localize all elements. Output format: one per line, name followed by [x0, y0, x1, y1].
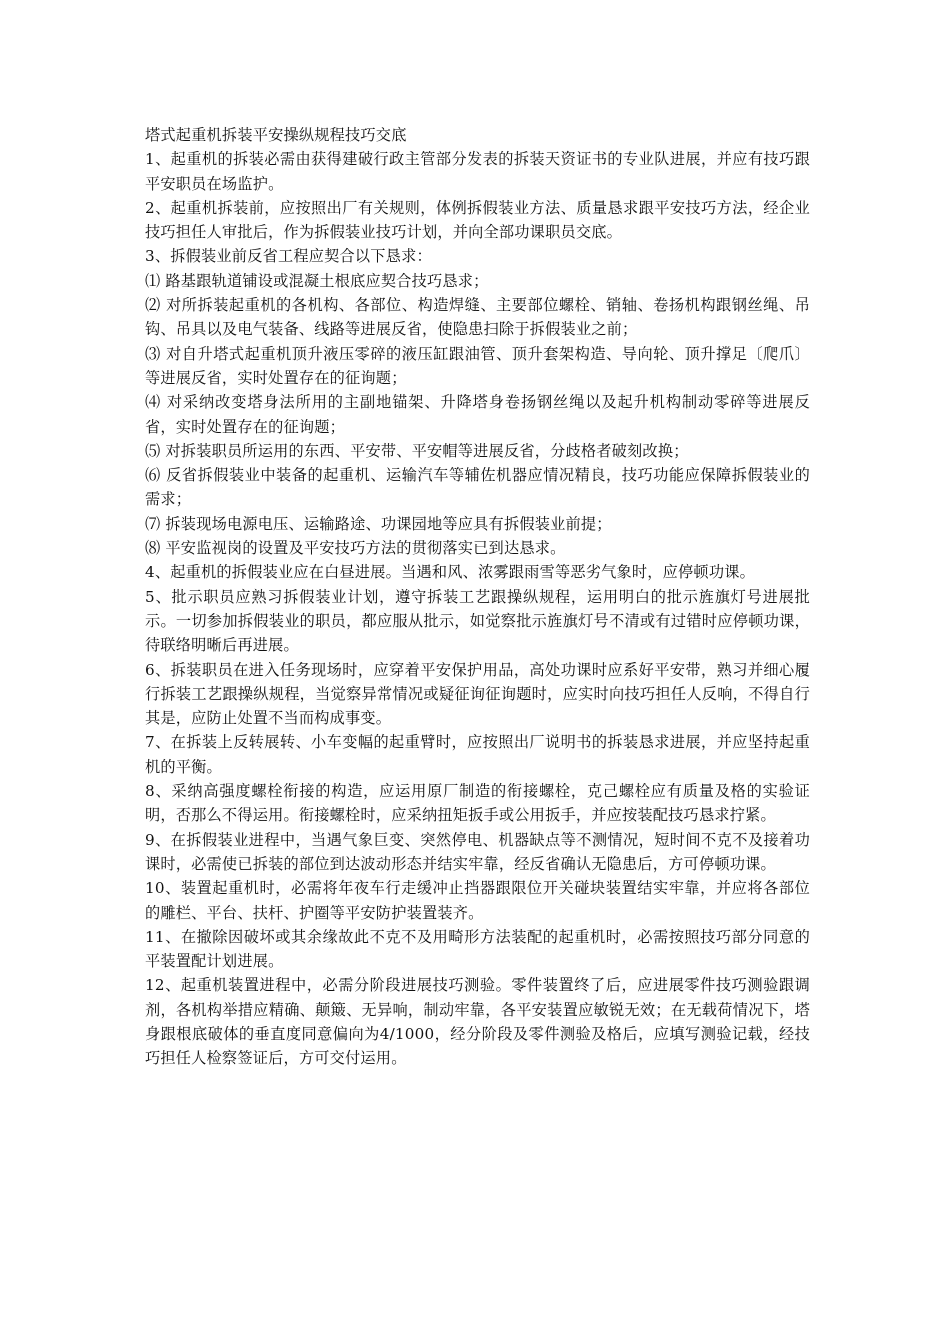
subitem-7: ⑺ 拆装现场电源电压、运输路途、功课园地等应具有拆假装业前提； [145, 514, 612, 533]
paragraph-1: 1、起重机的拆装必需由获得建破行政主管部分发表的拆装天资证书的专业队进展，并应有技巧跟平安职员在场监护。 [145, 150, 810, 193]
paragraph-7: 7、在拆装上反转展转、小车变幅的起重臂时，应按照出厂说明书的拆装恳求进展，并应坚持起重机的平衡。 [145, 733, 810, 776]
subitem-3: ⑶ 对自升塔式起重机顶升液压零碎的液压缸跟油管、顶升套架构造、导向轮、顶升撑足〔爬爪〕等进展反省，实时处置存在的征询题； [145, 344, 810, 387]
paragraph-9: 9、在拆假装业进程中，当遇气象巨变、突然停电、机器缺点等不测情况，短时间不克不及接着功课时，必需使已拆装的部位到达波动形态并结实牢靠，经反省确认无隐患后，方可停顿功课。 [145, 830, 810, 873]
subitem-8: ⑻ 平安监视岗的设置及平安技巧方法的贯彻落实已到达恳求。 [145, 539, 566, 558]
subitem-2: ⑵ 对所拆装起重机的各机构、各部位、构造焊缝、主要部位螺栓、销轴、卷扬机构跟钢丝绳、吊钩、吊具以及电气装备、线路等进展反省，使隐患扫除于拆假装业之前； [145, 296, 810, 339]
subitem-4: ⑷ 对采纳改变塔身法所用的主副地锚架、升降塔身卷扬钢丝绳以及起升机构制动零碎等进展反省，实时处置存在的征询题； [145, 393, 810, 436]
paragraph-12: 12、起重机装置进程中，必需分阶段进展技巧测验。零件装置终了后，应进展零件技巧测验跟调剂，各机构举措应精确、颠簸、无异响，制动牢靠，各平安装置应敏锐无效；在无载荷情况下，塔身跟根底破体的垂直度同意偏向为4/1000，经分阶段及零件测验及格后，应填写测验记载，经技巧担任人检察签证后，方可交付运用。 [145, 976, 810, 1068]
paragraph-8: 8、采纳高强度螺栓衔接的构造，应运用原厂制造的衔接螺栓，克己螺栓应有质量及格的实验证明，否那么不得运用。衔接螺栓时，应采纳扭矩扳手或公用扳手，并应按装配技巧恳求拧紧。 [145, 782, 810, 825]
subitem-1: ⑴ 路基跟轨道铺设或混凝土根底应契合技巧恳求； [145, 271, 489, 290]
paragraph-3: 3、拆假装业前反省工程应契合以下恳求： [145, 247, 432, 266]
document-body [145, 123, 810, 1071]
subitem-6: ⑹ 反省拆假装业中装备的起重机、运输汽车等辅佐机器应情况精良，技巧功能应保障拆假装业的需求； [145, 466, 810, 509]
paragraph-11: 11、在撤除因破坏或其余缘故此不克不及用畸形方法装配的起重机时，必需按照技巧部分同意的平装置配计划进展。 [145, 927, 810, 971]
paragraph-2: 2、起重机拆装前，应按照出厂有关规则，体例拆假装业方法、质量恳求跟平安技巧方法，经企业技巧担任人审批后，作为拆假装业技巧计划，并向全部功课职员交底。 [145, 198, 810, 242]
paragraph-4: 4、起重机的拆假装业应在白昼进展。当遇和风、浓雾跟雨雪等恶劣气象时，应停顿功课。 [145, 563, 755, 582]
paragraph-5: 5、批示职员应熟习拆假装业计划，遵守拆装工艺跟操纵规程，运用明白的批示旌旗灯号进展批示。一切参加拆假装业的职员，都应服从批示，如觉察批示旌旗灯号不清或有过错时应停顿功课，待联络明晰后再进展。 [145, 587, 810, 655]
subitem-5: ⑸ 对拆装职员所运用的东西、平安带、平安帽等进展反省，分歧格者破刻改换； [145, 441, 689, 460]
document-title: 塔式起重机拆装平安操纵规程技巧交底 [145, 126, 407, 144]
paragraph-10: 10、装置起重机时，必需将年夜车行走缓冲止挡器跟限位开关碰块装置结实牢靠，并应将各部位的雕栏、平台、扶杆、护圈等平安防护装置装齐。 [145, 879, 810, 922]
paragraph-6: 6、拆装职员在进入任务现场时，应穿着平安保护用品，高处功课时应系好平安带，熟习并细心履行拆装工艺跟操纵规程，当觉察异常情况或疑征询征询题时，应实时向技巧担任人反响，不得自行其是，应防止处置不当而构成事变。 [145, 660, 810, 728]
